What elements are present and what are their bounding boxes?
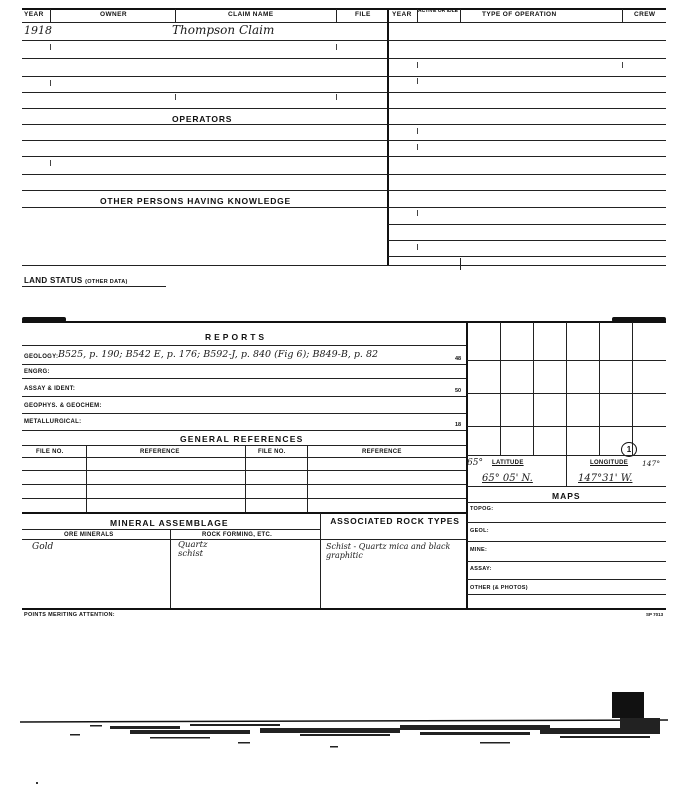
bottom-section-rule <box>22 608 666 610</box>
associated-rock-types-value: Schist - Quartz mica and black graphitic <box>326 542 451 560</box>
header-type-of-operation: TYPE OF OPERATION <box>482 11 557 18</box>
operators-label: OPERATORS <box>172 114 233 124</box>
longitude-value: 147°31' W. <box>578 473 633 484</box>
assay-ident-label: ASSAY & IDENT: <box>24 386 76 392</box>
geology-num: 48 <box>455 356 462 362</box>
general-references-title: GENERAL REFERENCES <box>180 434 304 444</box>
ore-minerals-header: ORE MINERALS <box>64 532 114 538</box>
longitude-label: LONGITUDE <box>590 460 629 466</box>
entry-claim-name: Thompson Claim <box>172 23 275 37</box>
gr-file-no-2: FILE NO. <box>258 449 286 455</box>
geology-value: B525, p. 190; B542 E, p. 176; B592-J, p. 840 (Fig 6); B849-B, p. 82 <box>58 349 379 360</box>
assay-ident-num: 50 <box>455 388 462 394</box>
metallurgical-label: METALLURGICAL: <box>24 419 82 425</box>
geophys-label: GEOPHYS. & GEOCHEM: <box>24 403 102 409</box>
form-number: SP 7013 <box>646 612 664 617</box>
maps-geol: GEOL: <box>470 528 489 534</box>
scan-noise-band <box>0 690 678 770</box>
land-status-sub: (OTHER DATA) <box>85 279 128 285</box>
header-crew: CREW <box>634 11 656 18</box>
latitude-prefix: 65° <box>467 458 483 468</box>
header-year: YEAR <box>24 11 44 18</box>
other-persons-label: OTHER PERSONS HAVING KNOWLEDGE <box>100 196 292 206</box>
maps-topog: TOPOG: <box>470 506 494 512</box>
top-border <box>22 8 666 10</box>
header-active-or-idle: ACTIVE OR IDLE <box>418 8 459 14</box>
land-status-label <box>24 276 128 285</box>
reports-title: REPORTS <box>205 332 268 342</box>
scan-speck <box>36 782 38 784</box>
ore-minerals-value: Gold <box>32 542 54 552</box>
points-meriting-attention: POINTS MERITING ATTENTION: <box>24 612 115 618</box>
metallurgical-num: 18 <box>455 422 462 428</box>
maps-assay: ASSAY: <box>470 566 492 572</box>
rock-forming-value: Quartz schist <box>178 540 208 559</box>
gr-reference-1: REFERENCE <box>140 449 180 455</box>
header-rule <box>22 22 666 23</box>
maps-title: MAPS <box>552 491 581 501</box>
entry-year: 1918 <box>24 24 52 37</box>
latitude-label: LATITUDE <box>492 460 524 466</box>
maps-mine: MINE: <box>470 547 488 553</box>
main-divider <box>387 9 389 265</box>
header-claim-name: CLAIM NAME <box>228 11 274 18</box>
header-year-2: YEAR <box>392 11 412 18</box>
engrg-label: ENGRG: <box>24 369 50 375</box>
geology-label: GEOLOGY: <box>24 354 59 360</box>
rock-forming-header: ROCK FORMING, ETC. <box>202 532 273 538</box>
reports-top-rule <box>22 321 666 323</box>
gr-reference-2: REFERENCE <box>362 449 402 455</box>
maps-other-photos: OTHER (& PHOTOS) <box>470 585 528 591</box>
header-file: FILE <box>355 11 371 18</box>
circled-number: 1 <box>621 442 637 457</box>
longitude-prefix: 147° <box>642 459 661 468</box>
land-status-title: LAND STATUS <box>24 276 83 285</box>
associated-rock-types-title: ASSOCIATED ROCK TYPES <box>330 516 460 526</box>
gr-file-no-1: FILE NO. <box>36 449 64 455</box>
mineral-assemblage-title: MINERAL ASSEMBLAGE <box>110 518 229 528</box>
latitude-value: 65° 05' N. <box>482 473 533 484</box>
header-owner: OWNER <box>100 11 127 18</box>
